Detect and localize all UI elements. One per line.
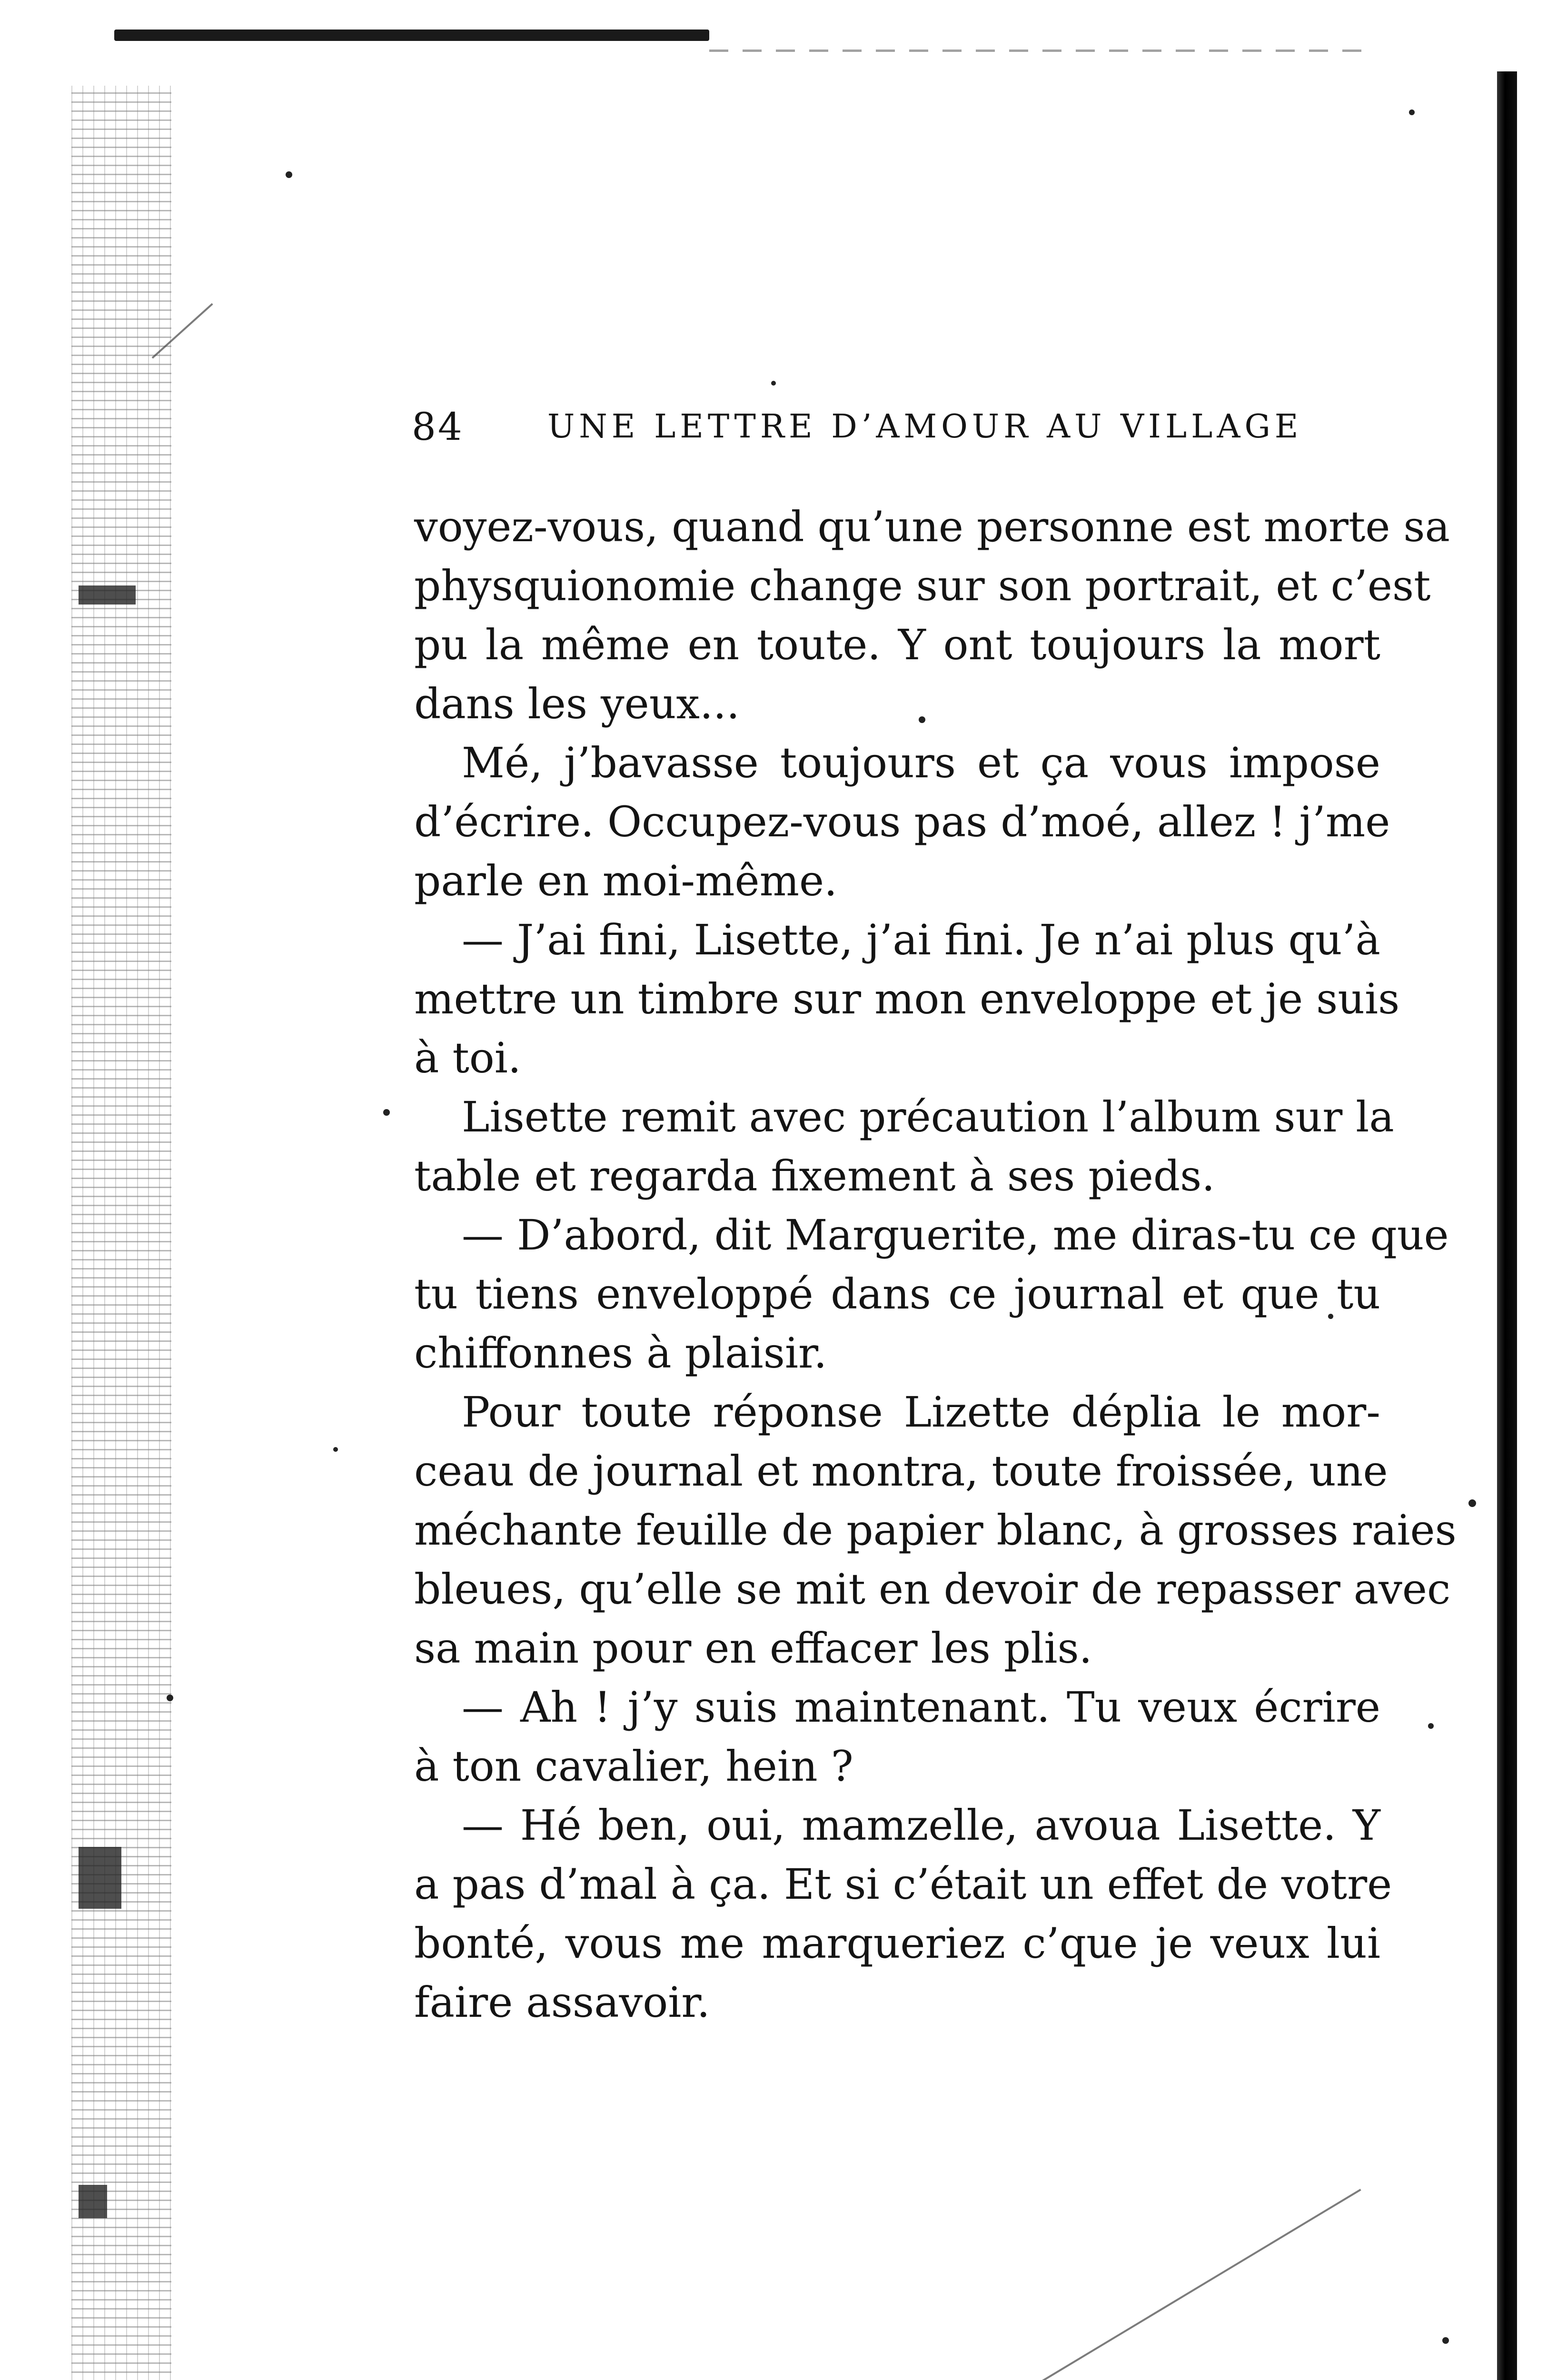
scan-fleck [383,1109,390,1116]
scan-spine-mark [79,585,136,605]
text-line: d’écrire. Occupez-vous pas d’moé, allez ! j’me [414,797,1390,846]
text-line: a pas d’mal à ça. Et si c’était un effet de votre [414,1860,1392,1909]
text-line: faire assavoir. [414,1978,710,2027]
text-line: pu la même en toute. Y ont toujours la mort [414,620,1380,669]
text-line: — J’ai fini, Lisette, j’ai fini. Je n’ai plus qu’à [462,915,1380,964]
text-line: — D’abord, dit Marguerite, me diras-tu ce que [462,1210,1449,1259]
text-line: bleues, qu’elle se mit en devoir de repasser avec [414,1565,1451,1614]
text-line: physquionomie change sur son portrait, et c’est [414,561,1431,610]
text-line: bonté, vous me marqueriez c’que je veux lui [414,1919,1380,1968]
scan-fleck [1468,1499,1476,1507]
scan-top-rule [114,30,709,41]
scan-spine-mark [79,1847,121,1909]
scan-fleck [1442,2337,1449,2344]
text-line: chiffonnes à plaisir. [414,1329,827,1378]
text-line: — Ah ! j’y suis maintenant. Tu veux écrire [462,1683,1380,1732]
page-number: 84 [412,405,464,449]
text-line: sa main pour en effacer les plis. [414,1624,1092,1673]
text-line: Pour toute réponse Lizette déplia le mor- [462,1388,1380,1437]
text-line: mettre un timbre sur mon enveloppe et je suis [414,974,1400,1023]
text-line: à toi. [414,1033,521,1082]
scan-fleck [167,1695,173,1701]
scan-fleck [333,1447,338,1452]
scan-fleck [1409,109,1415,115]
running-head [412,401,1383,453]
text-line: dans les yeux... [414,679,740,728]
body-text [414,497,1457,2032]
scan-right-edge [1497,71,1517,2380]
text-line: tu tiens enveloppé dans ce journal et que tu [414,1269,1380,1319]
text-line: ceau de journal et montra, toute froissée, une [414,1447,1388,1496]
scan-fleck [1428,1723,1434,1729]
scan-spine-shadow [71,86,171,2380]
scan-top-dashed-rule [709,50,1376,52]
text-line: à ton cavalier, hein ? [414,1742,853,1791]
text-line: voyez-vous, quand qu’une personne est morte sa [414,502,1450,551]
text-line: méchante feuille de papier blanc, à grosses raies [414,1506,1457,1555]
text-line: Mé, j’bavasse toujours et ça vous impose [462,738,1380,787]
text-line: — Hé ben, oui, mamzelle, avoua Lisette. Y [462,1801,1380,1850]
scan-fleck [771,381,776,386]
scan-scratch [899,2189,1361,2380]
text-line: table et regarda fixement à ses pieds. [414,1151,1215,1200]
text-line: parle en moi-même. [414,856,838,905]
running-title: UNE LETTRE D’AMOUR AU VILLAGE [547,408,1303,446]
scan-spine-mark [79,2185,107,2218]
scan-fleck [286,171,292,178]
text-line: Lisette remit avec précaution l’album sur la [462,1092,1394,1141]
